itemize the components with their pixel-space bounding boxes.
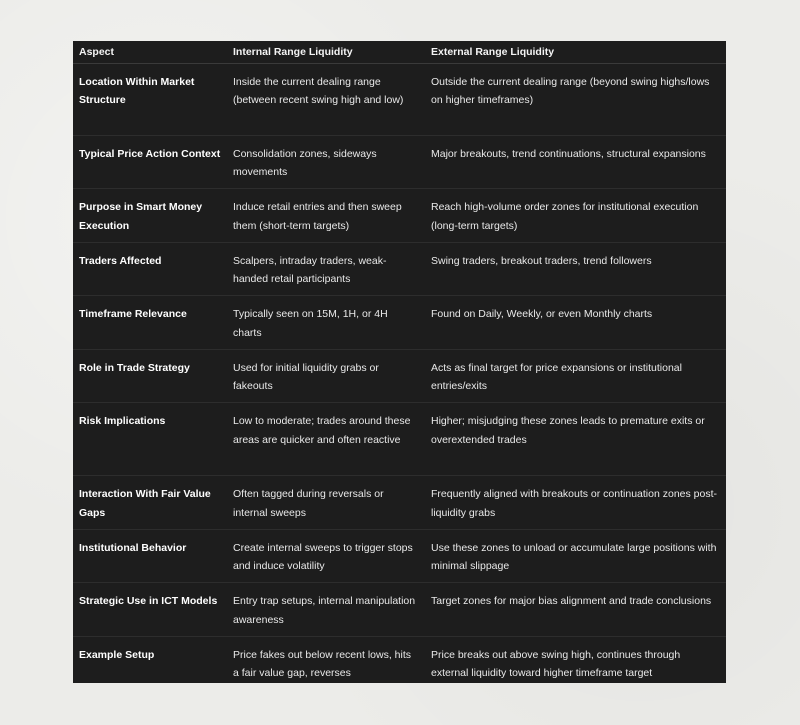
aspect-cell: Institutional Behavior: [73, 529, 227, 583]
external-cell: Target zones for major bias alignment and trade conclusions: [425, 583, 726, 637]
external-cell: Higher; misjudging these zones leads to premature exits or overextended trades: [425, 403, 726, 476]
aspect-cell: Purpose in Smart Money Execution: [73, 189, 227, 243]
internal-cell: Low to moderate; trades around these areas are quicker and often reactive: [227, 403, 425, 476]
aspect-cell: Strategic Use in ICT Models: [73, 583, 227, 637]
internal-cell: Scalpers, intraday traders, weak-handed retail participants: [227, 242, 425, 296]
header-external-range-liquidity: External Range Liquidity: [425, 41, 726, 63]
table-row: [73, 189, 726, 243]
header-internal-range-liquidity: Internal Range Liquidity: [227, 41, 425, 63]
external-cell: Reach high-volume order zones for institutional execution (long-term targets): [425, 189, 726, 243]
table-row: [73, 529, 726, 583]
internal-cell: Inside the current dealing range (between recent swing high and low): [227, 63, 425, 135]
table-row: [73, 296, 726, 350]
table-row: [73, 583, 726, 637]
table-body: [73, 63, 726, 683]
table-row: [73, 476, 726, 530]
header-aspect: Aspect: [73, 41, 227, 63]
comparison-table-card: [73, 41, 726, 683]
table-row: [73, 63, 726, 135]
external-cell: Price breaks out above swing high, continues through external liquidity toward higher timeframe target: [425, 636, 726, 683]
external-cell: Use these zones to unload or accumulate large positions with minimal slippage: [425, 529, 726, 583]
table-row: [73, 349, 726, 403]
external-cell: Swing traders, breakout traders, trend followers: [425, 242, 726, 296]
internal-cell: Entry trap setups, internal manipulation awareness: [227, 583, 425, 637]
aspect-cell: Role in Trade Strategy: [73, 349, 227, 403]
internal-cell: Often tagged during reversals or internal sweeps: [227, 476, 425, 530]
aspect-cell: Interaction With Fair Value Gaps: [73, 476, 227, 530]
internal-cell: Price fakes out below recent lows, hits a fair value gap, reverses: [227, 636, 425, 683]
internal-cell: Induce retail entries and then sweep them (short-term targets): [227, 189, 425, 243]
internal-cell: Create internal sweeps to trigger stops and induce volatility: [227, 529, 425, 583]
table-row: [73, 636, 726, 683]
aspect-cell: Traders Affected: [73, 242, 227, 296]
table-row: [73, 403, 726, 476]
aspect-cell: Timeframe Relevance: [73, 296, 227, 350]
external-cell: Frequently aligned with breakouts or continuation zones post-liquidity grabs: [425, 476, 726, 530]
aspect-cell: Typical Price Action Context: [73, 135, 227, 189]
aspect-cell: Risk Implications: [73, 403, 227, 476]
table-row: [73, 135, 726, 189]
internal-cell: Consolidation zones, sideways movements: [227, 135, 425, 189]
external-cell: Acts as final target for price expansions or institutional entries/exits: [425, 349, 726, 403]
liquidity-comparison-table: [73, 41, 726, 683]
aspect-cell: Location Within Market Structure: [73, 63, 227, 135]
aspect-cell: Example Setup: [73, 636, 227, 683]
table-row: [73, 242, 726, 296]
internal-cell: Used for initial liquidity grabs or fakeouts: [227, 349, 425, 403]
external-cell: Major breakouts, trend continuations, structural expansions: [425, 135, 726, 189]
table-header: [73, 41, 726, 63]
header-row: [73, 41, 726, 63]
external-cell: Outside the current dealing range (beyond swing highs/lows on higher timeframes): [425, 63, 726, 135]
external-cell: Found on Daily, Weekly, or even Monthly charts: [425, 296, 726, 350]
internal-cell: Typically seen on 15M, 1H, or 4H charts: [227, 296, 425, 350]
